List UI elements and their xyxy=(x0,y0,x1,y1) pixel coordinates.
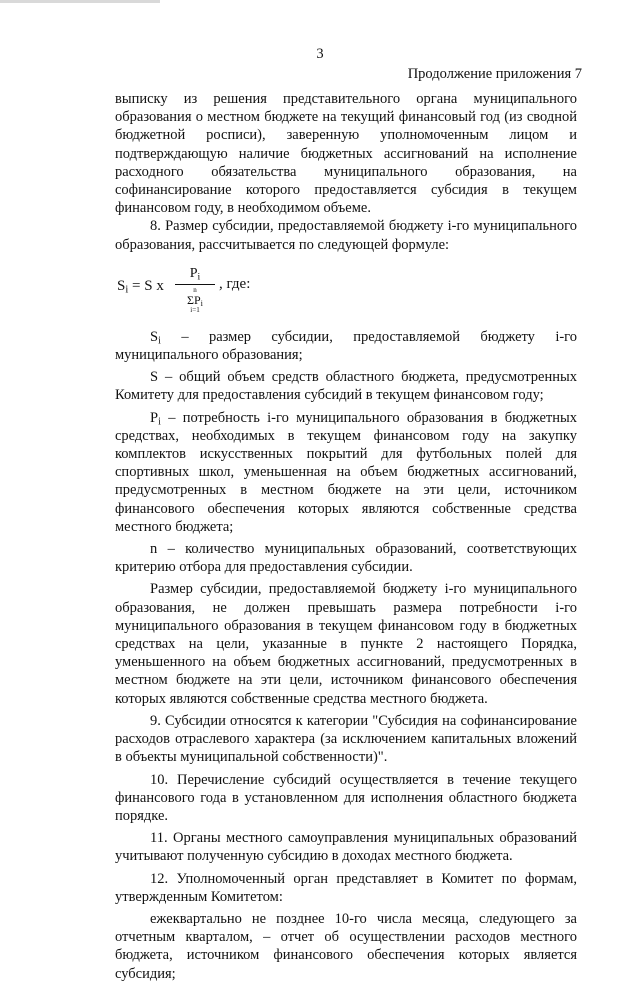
formula-numerator: $P_i$ xyxy=(175,265,215,285)
paragraph-extract: выписку из решения представительного органа муниципального образования о местном бюджете на текущий финансовый год (из сводной бюджетной росписи), заверенную уполномоченным лицом и подтверждающую наличие бюджетных ассигнований на исполнение расходного обязательства муниципального образования, на софинансирование которого предоставляется субсидия в текущем финансовом году, в необходимом объеме. xyxy=(115,91,577,217)
definition-pi: $P_i$ – потребность i-го муниципального образования в бюджетных средствах, необходимых в текущем финансовом году на закупку комплектов искусственных покрытий для футбольных полей для спортивных школ, уменьшенная на объем бюджетных ассигнований, предусмотренных в местном бюджете на эти цели, источником финансового обеспечения которых являются собственные средства местного бюджета; xyxy=(115,409,577,535)
formula-suffix: , где: xyxy=(219,275,251,292)
paragraph-11: 11. Органы местного самоуправления муниципальных образований учитывают полученную субсидию в доходах местного бюджета. xyxy=(115,830,577,865)
definition-n: n – количество муниципальных образований, соответствующих критерию отбора для предоставления субсидии. xyxy=(115,541,577,576)
formula-fraction xyxy=(175,265,215,314)
appendix-continuation-note: Продолжение приложения 7 xyxy=(407,66,582,82)
definition-si: $S_i$ – размер субсидии, предоставляемой бюджету i-го муниципального образования; xyxy=(115,328,578,364)
definition-s: S – общий объем средств областного бюджета, предусмотренных Комитету для предоставления субсидий в текущем финансовом году; xyxy=(115,369,577,404)
subsidy-formula xyxy=(115,262,577,316)
paragraph-12: 12. Уполномоченный орган представляет в Комитет по формам, утвержденным Комитетом: xyxy=(115,870,577,905)
paragraph-10: 10. Перечисление субсидий осуществляется в течение текущего финансового года в установленном для исполнения областного бюджета порядке. xyxy=(115,771,577,824)
page-number: 3 xyxy=(316,46,324,62)
paragraph-subsidy-limit: Размер субсидии, предоставляемой бюджету i-го муниципального образования, не должен превышать размера потребности i-го муниципального образования в текущем финансовом году в бюджетных средствах на цели, указанные в пункте 2 настоящего Порядка, уменьшенного на объем бюджетных ассигнований, предусмотренных в местном бюджете на эти цели, источником финансового обеспечения которых являются собственные средства местного бюджета. xyxy=(115,581,577,707)
paragraph-12-quarterly: ежеквартально не позднее 10-го числа месяца, следующего за отчетным кварталом, – отчет об осуществлении расходов местного бюджета, источником финансового обеспечения которых является субсидия; xyxy=(115,910,577,982)
formula-lhs: $S_i = S$ x xyxy=(117,277,164,296)
formula-sum-upper-limit: n xyxy=(193,286,197,295)
paragraph-9: 9. Субсидии относятся к категории "Субсидия на софинансирование расходов отраслевого характера (за исключением капитальных вложений в объекты муниципальной собственности)". xyxy=(115,712,577,766)
formula-denominator: $\Sigma P_i$ xyxy=(187,293,203,309)
formula-sum-lower-limit: i=1 xyxy=(190,306,200,315)
paragraph-8: 8. Размер субсидии, предоставляемой бюджету i-го муниципального образования, рассчитывается по следующей формуле: xyxy=(115,218,577,253)
document-body xyxy=(115,90,577,983)
scan-edge-line xyxy=(0,0,160,3)
